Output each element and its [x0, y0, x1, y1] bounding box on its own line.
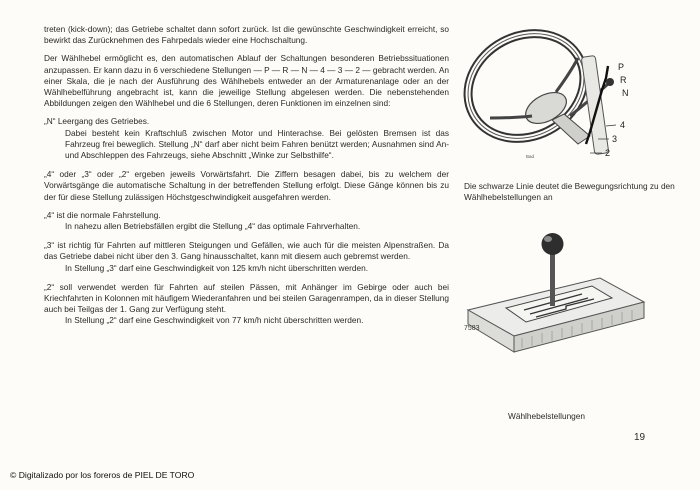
figure-top-caption: Die schwarze Linie deutet die Bewegungsrichtung zu den Wählhebelstellungen an: [464, 181, 675, 203]
item-2-body: In Stellung „2“ darf eine Geschwindigkeit von 77 km/h nicht überschritten werden.: [65, 315, 364, 326]
position-label-p: P: [618, 62, 625, 72]
figure-code: 7583: [464, 325, 480, 332]
item-neutral: [44, 116, 449, 161]
steering-wheel-illustration: [460, 28, 660, 170]
position-label-n: N: [622, 88, 629, 98]
intro-fragment: treten (kick-down); das Getriebe schaltet dann sofort zurück. Ist die gewünschte Geschwindigkeit erreicht, so bewirkt das Zurücknehmen des Fahrpedals wieder eine Hochschaltung.: [44, 24, 449, 46]
item-4-head: „4“ ist die normale Fahrstellung.: [44, 209, 161, 220]
position-label-4: 4: [620, 120, 626, 130]
body-text-column: [44, 24, 449, 335]
item-4: [44, 210, 449, 232]
item-3-head: „3“ ist richtig für Fahrten auf mittleren Steigungen und Gefällen, wie auch für die meisten Alpenstraßen. Da das Getriebe dabei nicht über den 3. Gang hinausschaltet, kann mit diesem auch gebremst werden.: [44, 240, 449, 262]
item-3-body: In Stellung „3“ darf eine Geschwindigkeit von 125 km/h nicht überschritten werden.: [65, 262, 368, 273]
item-2: [44, 282, 449, 327]
item-3: [44, 240, 449, 274]
digitization-credit: © Digitalizado por los foreros de PIEL DE TORO: [10, 470, 195, 480]
item-2-head: „2“ soll verwendet werden für Fahrten auf steilen Pässen, mit Anhänger im Gebirge oder auch bei Kriechfahrten in Kolonnen mit häufigem Wiederanfahren und bei steilen Garagenrampen, da in dieser Stellung auch bei Teilgas der 1. Gang zur Verfügung steht.: [44, 281, 449, 315]
floor-selector-lever-illustration: [462, 226, 658, 396]
paragraph-forward-gears: „4“ oder „3“ oder „2“ ergeben jeweils Vorwärtsfahrt. Die Ziffern besagen dabei, bis zu welchem der Vorwärtsgänge die automatische Schaltung in der betreffenden Stellung erfolgt. Diese Gänge können bis zu der für diese Stellung zulässigen Höchstgeschwindigkeit ausgefahren werden.: [44, 169, 449, 202]
item-neutral-body: Dabei besteht kein Kraftschluß zwischen Motor und Hinterachse. Bei gelösten Bremsen ist das Fahrzeug frei beweglich. Stellung „N“ darf aber nicht beim Fahren benützt werden; Ausnahmen sind An- und Abschleppen des Fahrzeugs, siehe Abschnitt „Winke zur Selbsthilfe“.: [65, 127, 449, 161]
position-label-3: 3: [612, 134, 618, 144]
page-number: 19: [634, 432, 646, 443]
item-4-body: In nahezu allen Betriebsfällen ergibt die Stellung „4“ das optimale Fahrverhalten.: [65, 221, 361, 232]
figure-bottom-caption: Wählhebelstellungen: [508, 411, 586, 421]
illustrator-mark: Bad: [526, 154, 535, 159]
position-label-2: 2: [605, 148, 611, 158]
position-label-r: R: [620, 75, 627, 85]
paragraph-selector-lever: Der Wählhebel ermöglicht es, den automatischen Ablauf der Schaltungen besonderen Betriebssituationen anzupassen. Er kann dazu in 6 verschiedene Stellungen — P — R — N — 4 — 3 — 2 — gebracht werden. An einer Skala, die je nach der Ausführung des Wählhebels entweder an der Armaturenanlage oder an der Wählhebelführung angebracht ist, kann die jeweilige Stellung abgelesen werden. Die nebenstehenden Abbildungen zeigen den Wählhebel und die 6 Stellungen, deren Funktionen im einzelnen sind:: [44, 53, 449, 109]
item-neutral-head: „N“ Leergang des Getriebes.: [44, 116, 150, 127]
